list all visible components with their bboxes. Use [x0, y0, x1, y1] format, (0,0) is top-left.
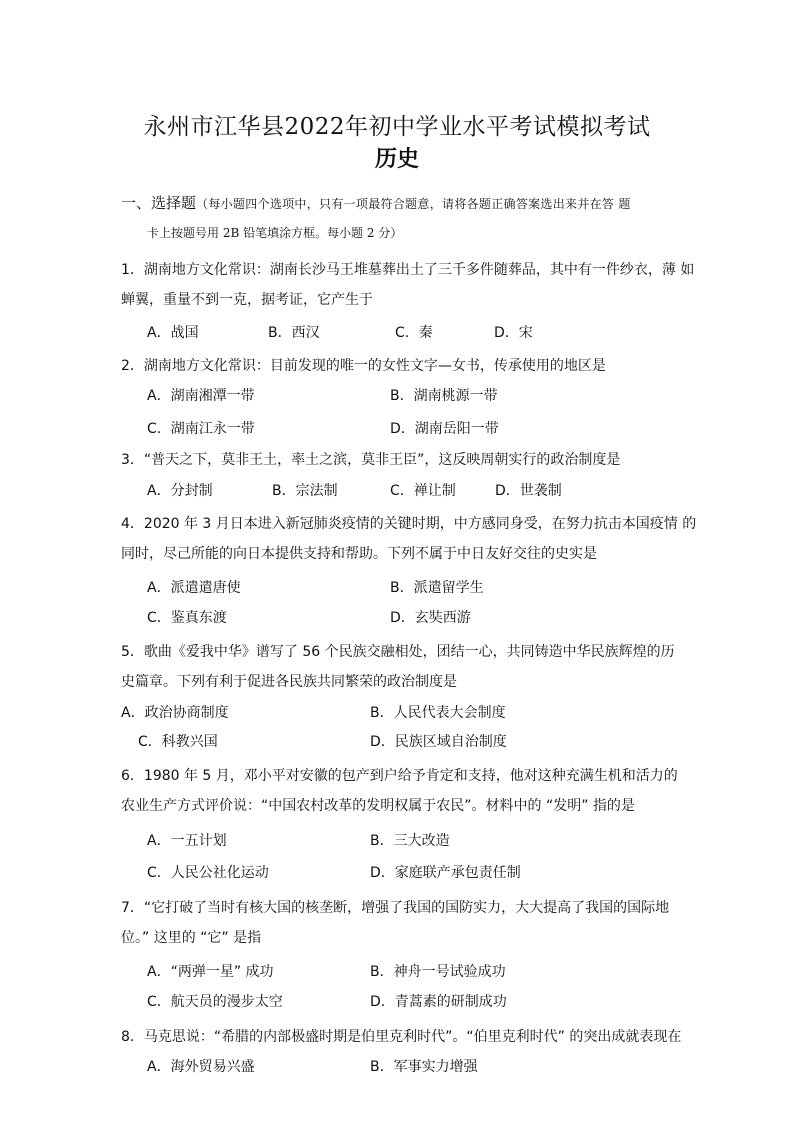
question-8-line-1: 8．马克思说：“希腊的内部极盛时期是伯里克利时代”。“伯里克利时代” 的突出成就表现在	[121, 1029, 682, 1045]
question-4-option-b: B．派遣留学生	[390, 580, 484, 596]
question-5-option-d: D．民族区域自治制度	[370, 734, 507, 750]
question-8-option-a: A．海外贸易兴盛	[147, 1059, 255, 1075]
question-7-line-1: 7．“它打破了当时有核大国的核垄断，增强了我国的国防实力，大大提高了我国的国际地	[121, 900, 670, 916]
question-8-option-b: B．军事实力增强	[370, 1059, 478, 1075]
question-2-option-b: B．湖南桃源一带	[390, 388, 498, 404]
question-7-line-2: 位。” 这里的 “它” 是指	[121, 930, 262, 946]
question-6-option-c: C．人民公社化运动	[147, 865, 269, 881]
question-7-option-b: B．神舟一号试验成功	[370, 964, 506, 980]
question-1-option-a: A．战国	[147, 325, 199, 341]
question-5-option-c: C．科教兴国	[138, 734, 218, 750]
section-header	[121, 188, 681, 240]
question-6-option-a: A．一五计划	[147, 833, 227, 849]
question-2-option-d: D．湖南岳阳一带	[390, 421, 499, 437]
section-instructions-line2: 卡上按题号用 2B 铅笔填涂方框。每小题 2 分）	[147, 226, 403, 240]
question-3-option-d: D．世袭制	[495, 483, 562, 499]
question-3-option-b: B．宗法制	[272, 483, 338, 499]
question-3-option-a: A．分封制	[147, 483, 213, 499]
question-2-option-a: A．湖南湘潭一带	[147, 388, 255, 404]
question-6-line-1: 6．1980 年 5 月，邓小平对安徽的包产到户给予肯定和支持，他对这种充满生机和活力的	[121, 768, 678, 784]
question-4-option-a: A．派遣遣唐使	[147, 580, 241, 596]
question-6-line-2: 农业生产方式评价说：“中国农村改革的发明权属于农民”。材料中的 “发明” 指的是	[121, 798, 635, 814]
question-4-option-c: C．鉴真东渡	[147, 610, 227, 626]
question-1-option-b: B．西汉	[268, 325, 320, 341]
subject-title: 历史	[374, 147, 419, 172]
question-7-option-a: A．“两弹一星” 成功	[147, 964, 274, 980]
question-2-line-1: 2．湖南地方文化常识：目前发现的唯一的女性文字—女书，传承使用的地区是	[121, 358, 606, 374]
question-7-option-d: D．青蒿素的研制成功	[370, 994, 507, 1010]
section-heading: 一、选择题	[121, 194, 197, 212]
question-1-option-d: D．宋	[494, 325, 533, 341]
question-3-option-c: C．禅让制	[390, 483, 456, 499]
question-1-line-2: 蝉翼，重量不到一克，据考证，它产生于	[121, 292, 373, 308]
question-6-option-d: D．家庭联产承包责任制	[370, 865, 521, 881]
question-5-line-1: 5．歌曲《爱我中华》谱写了 56 个民族交融相处，团结一心，共同铸造中华民族辉煌的历	[121, 644, 675, 660]
section-instructions-line1: （每小题四个选项中，只有一项最符合题意，请将各题正确答案选出来并在答 题	[196, 197, 631, 211]
question-5-line-2: 史篇章。下列有利于促进各民族共同繁荣的政治制度是	[121, 674, 457, 690]
question-5-option-a: A．政治协商制度	[121, 705, 229, 721]
question-5-option-b: B．人民代表大会制度	[370, 705, 506, 721]
question-4-option-d: D．玄奘西游	[390, 610, 471, 626]
question-6-option-b: B．三大改造	[370, 833, 450, 849]
question-1-option-c: C．秦	[395, 325, 433, 341]
question-1-line-1: 1．湖南地方文化常识：湖南长沙马王堆墓葬出土了三千多件随葬品，其中有一件纱衣，薄 如	[121, 262, 695, 278]
question-4-line-2: 同时，尽己所能的向日本提供支持和帮助。下列不属于中日友好交往的史实是	[121, 546, 597, 562]
question-7-option-c: C．航天员的漫步太空	[147, 994, 283, 1010]
question-4-line-1: 4．2020 年 3 月日本进入新冠肺炎疫情的关键时期，中方感同身受，在努力抗击本国疫情 的	[121, 516, 697, 532]
question-3-line-1: 3．“普天之下，莫非王土，率土之滨，莫非王臣”，这反映周朝实行的政治制度是	[121, 452, 621, 468]
question-2-option-c: C．湖南江永一带	[147, 421, 255, 437]
exam-title: 永州市江华县2022年初中学业水平考试模拟考试	[143, 114, 651, 140]
